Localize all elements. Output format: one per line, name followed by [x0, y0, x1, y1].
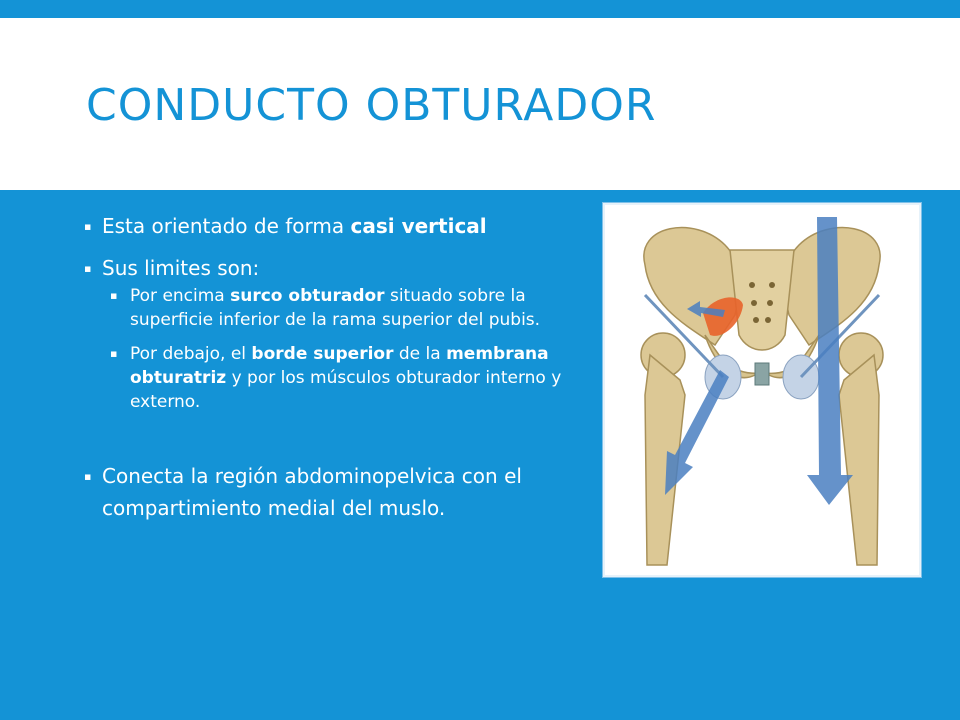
bullet-limits: [84, 252, 594, 284]
bullet-text: Sus limites son:: [102, 256, 260, 280]
bullet-icon: ▪: [110, 347, 118, 360]
top-accent-bar: [0, 0, 960, 18]
bullet-icon: ▪: [84, 470, 92, 483]
sub-bullet-below: [110, 342, 594, 414]
sub-bold-text: surco obturador: [230, 286, 385, 306]
sub-text: Por encima: [130, 286, 231, 306]
pelvis-anatomy-image: [605, 205, 919, 575]
sub-text: y por los músculos obturador interno y externo.: [130, 368, 562, 412]
content-panel: [0, 190, 960, 720]
sub-text: situado sobre la superficie inferior de la rama superior del pubis.: [130, 286, 541, 330]
slide-title: CONDUCTO OBTURADOR: [86, 80, 657, 131]
sub-bold-text: membrana obturatriz: [130, 344, 549, 388]
bullet-icon: ▪: [84, 262, 92, 275]
bullet-bold-text: casi vertical: [350, 214, 487, 238]
bullet-icon: ▪: [84, 220, 92, 233]
bullet-list: [84, 210, 594, 524]
spacer: [84, 424, 594, 460]
sub-text: de la: [393, 344, 447, 364]
sub-bullet-above: [110, 284, 594, 332]
bullet-icon: ▪: [110, 289, 118, 302]
sub-bold-text: borde superior: [251, 344, 394, 364]
bullet-connection: [84, 460, 594, 524]
pelvis-illustration: [603, 203, 921, 577]
sub-text: Por debajo, el: [130, 344, 252, 364]
bullet-text: Esta orientado de forma: [102, 214, 351, 238]
bullet-orientation: [84, 210, 594, 242]
bullet-text: Conecta la región abdominopelvica con el compartimiento medial del muslo.: [102, 464, 522, 520]
